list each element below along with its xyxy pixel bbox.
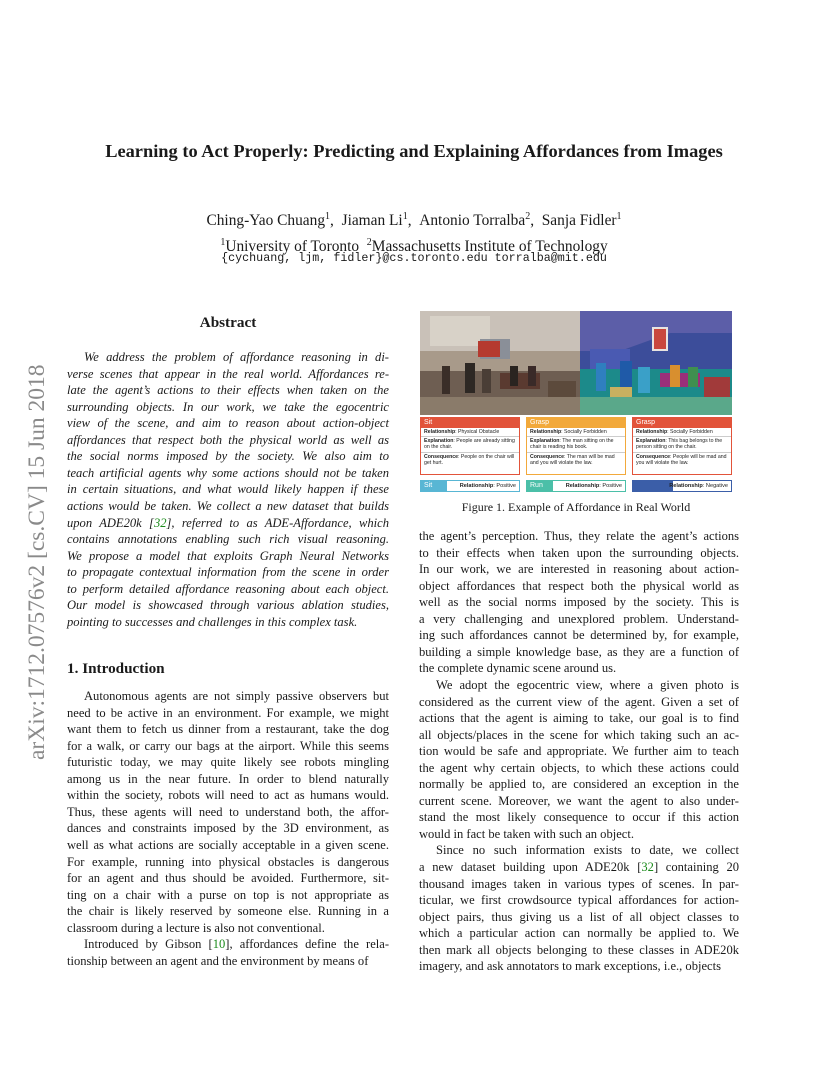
text-line: ting on a chair with a purse on top is not appropriate as xyxy=(67,887,389,902)
bar-action xyxy=(633,481,673,491)
text-line: a new dataset building upon ADE20k [32] containing 20 xyxy=(419,860,739,874)
text-line: We propose a model that exploits Graph Neural Networks xyxy=(67,548,389,563)
author-emails: {cychuang, ljm, fidler}@cs.toronto.edu torralba@mit.edu xyxy=(221,251,607,265)
citation-link[interactable]: 32 xyxy=(153,515,167,530)
text-line: considered as the current view of the agent. Given a set of xyxy=(419,694,739,709)
text-line: in certain situations, and what would likely happen if these xyxy=(67,482,389,497)
text-line: In our work, we are interested in reasoning about action- xyxy=(419,562,739,577)
bar-relationship: Relationship: Negative xyxy=(669,483,728,489)
bar-relationship: Relationship: Positive xyxy=(459,483,516,489)
panel-action: Grasp xyxy=(633,418,731,428)
text-line: to perform detailed affordance reasoning about each object. xyxy=(67,581,389,596)
text-line: upon ADE20k [32], referred to as ADE-Affordance, which xyxy=(67,515,389,530)
text-line: stand the most likely consequence to occur if this action xyxy=(419,810,739,825)
author-name: Sanja Fidler$^1$ xyxy=(541,211,622,229)
affiliation-marker: 2 xyxy=(366,237,372,248)
figure-caption: Figure 1. Example of Affordance in Real World xyxy=(461,500,691,514)
text-line: Since no such information exists to date, we collect xyxy=(436,843,739,858)
text-line: want them to fetch us dinner from a restaurant, take the dog xyxy=(67,722,389,737)
affordance-panel xyxy=(526,417,626,475)
text-line: imagery, and ask annotators to mark exceptions, i.e., objects xyxy=(419,959,721,974)
text-line: well as the social norms imposed by the society. This is xyxy=(419,595,739,610)
text-line: all objects/places in the scene for which taking such an ac- xyxy=(419,727,739,742)
text-line: the agent’s perception. Thus, they relate the agent’s actions xyxy=(419,529,739,543)
affiliation-marker: 1 xyxy=(325,211,331,222)
text-line: current scene. Moreover, we want the agent to also under- xyxy=(419,793,739,808)
text-line: normally be applied to, are considered an exception in the xyxy=(419,777,739,792)
text-line: within the society, robots will need to act as humans would. xyxy=(67,788,389,803)
text-line: We address the problem of affordance reasoning in di- xyxy=(84,350,389,364)
scene-illustration xyxy=(420,311,732,415)
affiliation-marker: 1 xyxy=(220,237,226,248)
panel-row: Consequence: People on the chair will get hurt. xyxy=(424,453,515,466)
text-line: well as what actions are socially acceptable in a given scene. xyxy=(67,838,389,852)
text-line: among us in the near future. In order to blend naturally xyxy=(67,771,389,786)
text-line: then mark all objects belonging to these classes in ADE20k xyxy=(419,942,739,957)
panel-row: Explanation: People are already sitting on the chair. xyxy=(421,437,519,452)
author-name: Ching-Yao Chuang$^1$ xyxy=(206,211,331,229)
bar-action: Run xyxy=(527,481,553,491)
relationship-bar xyxy=(632,480,732,492)
text-line: Our model is showcased through various ablation studies, xyxy=(67,598,389,613)
affiliation-marker: 2 xyxy=(525,211,531,222)
citation-link[interactable]: 32 xyxy=(641,860,654,874)
author-name: Jiaman Li$^1$ xyxy=(341,211,408,229)
text-line: building a simple knowledge base, as they are a function of xyxy=(419,644,739,659)
text-line: tion would be safe and appropriate. We further aim to teach xyxy=(419,744,739,759)
relationship-bar xyxy=(526,480,626,492)
text-line: For example, running into physical obstacles is dangerous xyxy=(67,854,389,869)
figure-1 xyxy=(420,311,732,493)
text-line: for an agent and thus should be avoided. Furthermore, sit- xyxy=(67,871,389,886)
paper-title: Learning to Act Properly: Predicting and Explaining Affordances from Images xyxy=(105,141,723,161)
text-line: view of the scene, and aim to reason about action-object xyxy=(67,416,389,431)
text-line: need to be active in an environment. For example, we might xyxy=(67,705,389,720)
text-line: the chair is likely reserved by someone else. Running in a xyxy=(67,904,389,919)
text-line: tionship between an agent and the environment by means of xyxy=(67,953,369,968)
text-line: object affordances that respect both the physical world as xyxy=(419,578,739,593)
abstract-heading: Abstract xyxy=(199,314,257,331)
text-line: affordances that respect both the physical world as well as xyxy=(67,432,389,447)
affiliation-name: University of Toronto xyxy=(225,238,360,255)
text-line: ing such affordances cannot be determined by, for example, xyxy=(419,628,739,643)
text-line: surrounding objects. In our work, we take the egocentric xyxy=(67,399,389,414)
bar-relationship: Relationship: Positive xyxy=(565,483,622,489)
relationship-bar xyxy=(420,480,520,492)
panel-row: Consequence: People will be mad and you will violate the law. xyxy=(636,453,727,466)
panel-action: Sit xyxy=(421,418,519,428)
affiliation-marker: 1 xyxy=(402,211,408,222)
text-line: classroom during a lecture is also not conventional. xyxy=(67,920,325,935)
text-line: actions that the agent is aiming to take, our goal is to find xyxy=(419,711,739,726)
text-line: Autonomous agents are not simply passive observers but xyxy=(84,689,389,703)
text-line: teach artificial agents why some actions should not be taken xyxy=(67,465,389,480)
text-line: would in fact be taken with such an object. xyxy=(419,826,634,841)
affordance-panel xyxy=(632,417,732,475)
text-line: the complete dynamic scene around us. xyxy=(419,661,617,676)
text-line: verse scenes that appear in the real world. Affordances re- xyxy=(67,366,389,381)
text-line: for a walk, or carry our bags at the airport. While this seems xyxy=(67,738,389,753)
text-line: futuristic today, we may quite likely see robots mingling xyxy=(67,755,389,770)
text-line: Introduced by Gibson [10], affordances define the rela- xyxy=(84,937,389,952)
text-line: We adopt the egocentric view, where a given photo is xyxy=(436,678,739,692)
affiliation-name: Massachusetts Institute of Technology xyxy=(371,238,608,255)
text-line: thousand images taken in various types of scenes. In par- xyxy=(419,876,739,891)
text-line: a very challenging and unexplored problem. Understand- xyxy=(419,611,739,626)
text-line: the social norms imposed by the society. We also aim to xyxy=(67,449,389,464)
text-line: to their effects when taken upon the surrounding objects. xyxy=(419,545,739,560)
text-line: ticular, we first crowdsource typical affordances for action- xyxy=(419,893,739,908)
affordance-panel xyxy=(420,417,520,475)
panel-row: Explanation: The man sitting on the chair is reading his book. xyxy=(527,437,625,452)
panel-row: Relationship: Socially Forbidden xyxy=(633,428,731,437)
introduction-heading: 1. Introduction xyxy=(67,660,165,677)
panel-row: Relationship: Socially Forbidden xyxy=(527,428,625,437)
text-line: late the agent’s actions to their effects when taken on the xyxy=(67,383,389,398)
text-line: dances and constraints imposed by the 3D environment, as xyxy=(67,821,389,836)
text-line: pointing to successes and challenges in this complex task. xyxy=(67,614,358,629)
arxiv-identifier: arXiv:1712.07576v2 [cs.CV] 15 Jun 2018 xyxy=(24,364,50,760)
figure-photo xyxy=(420,311,732,415)
text-line: object pairs, thus giving us a list of all object classes to xyxy=(419,909,739,924)
author-name: Antonio Torralba$^2$ xyxy=(419,211,531,229)
affiliation-marker: 1 xyxy=(616,211,622,222)
text-line: Thus, these agents will need to understand both, the affor- xyxy=(67,804,389,819)
bar-action: Sit xyxy=(421,481,447,491)
panel-action: Grasp xyxy=(527,418,625,428)
panel-row: Explanation: This bag belongs to the person sitting on the chair. xyxy=(633,437,731,452)
citation-link[interactable]: 10 xyxy=(212,937,226,952)
panel-row: Relationship: Physical Obstacle xyxy=(421,428,519,437)
text-line: contains annotations enabling such rich visual reasoning. xyxy=(67,532,389,547)
text-line: which a particular action can normally be applied to. We xyxy=(419,926,739,941)
text-line: the agent why certain objects, to which these actions could xyxy=(419,760,739,775)
panel-row: Consequence: The man will be mad and you will violate the law. xyxy=(530,453,615,466)
text-line: actions would be taken. We collect a new dataset that builds xyxy=(67,499,389,513)
author-names: Ching-Yao Chuang$^1$, Jiaman Li$^1$, Antonio Torralba$^2$, Sanja Fidler$^1$ xyxy=(206,211,622,229)
text-line: to propagate contextual information from the scene in order xyxy=(67,565,389,580)
